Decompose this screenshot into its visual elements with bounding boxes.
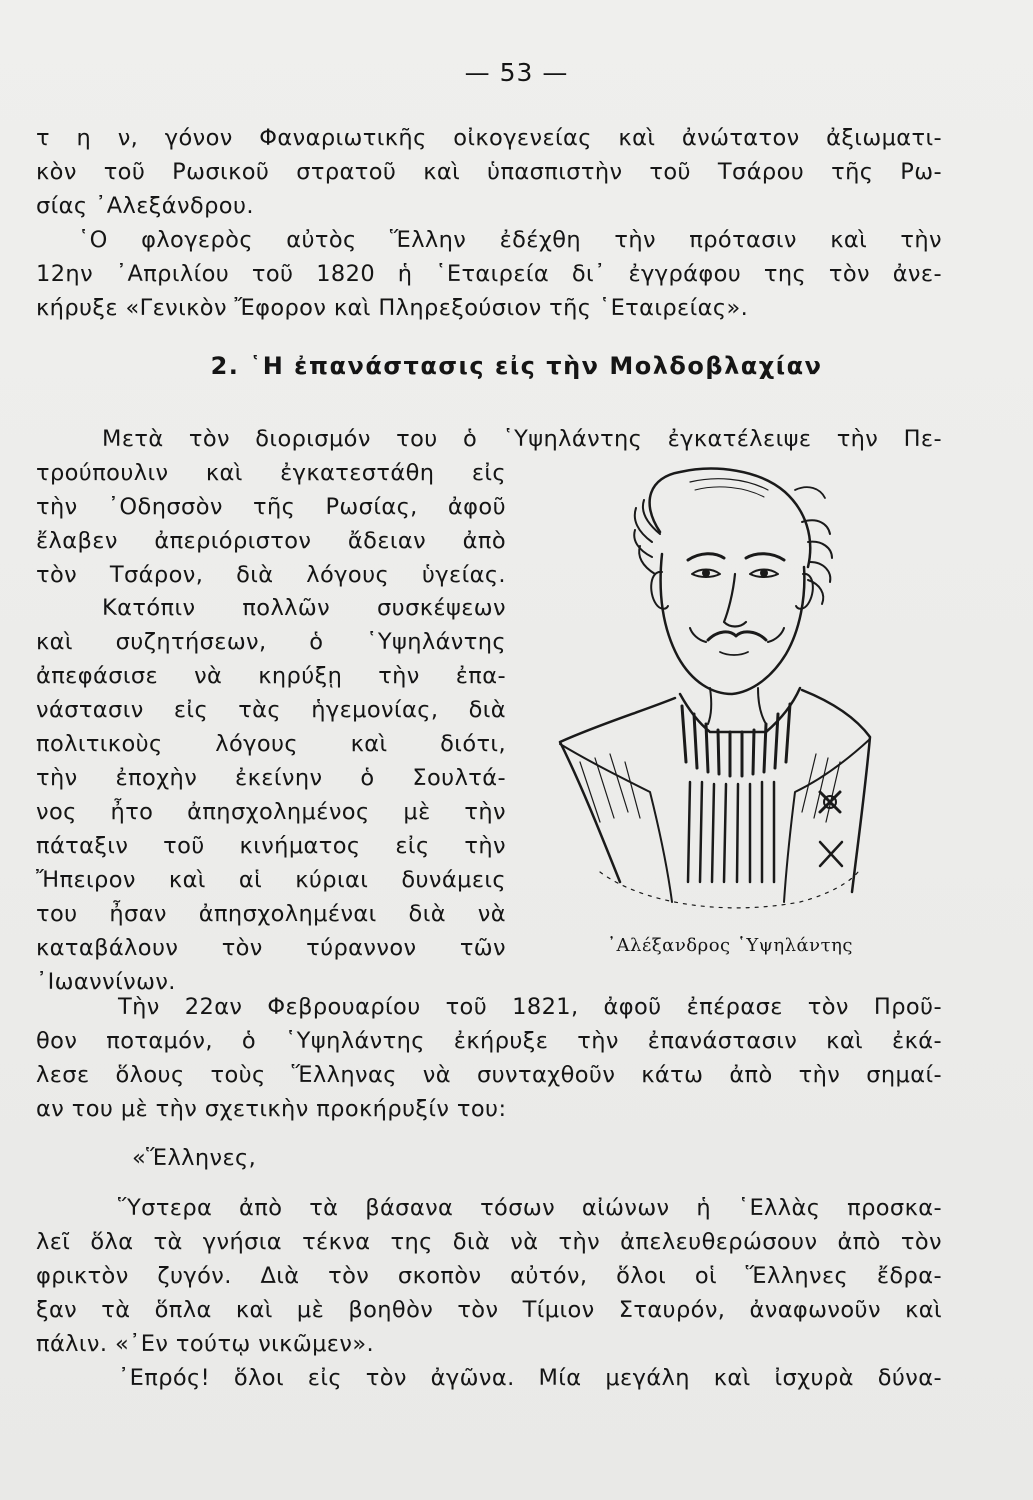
text-line: λεῖ ὅλα τὰ γνήσια τέκνα της διὰ νὰ τὴν ἀπελευθερώσουν ἀπὸ τὸν — [36, 1229, 942, 1255]
proclamation-salutation: «Ἕλληνες, — [132, 1145, 257, 1171]
text-line: του ἦσαν ἀπησχολημέναι διὰ νὰ — [36, 901, 506, 927]
text-line: καταβάλουν τὸν τύραννον τῶν — [36, 935, 506, 961]
text-line: τὴν ᾿Οδησσὸν τῆς Ρωσίας, ἀφοῦ — [36, 494, 506, 520]
text-line: αν του μὲ τὴν σχετικὴν προκήρυξίν του: — [36, 1096, 507, 1122]
text-line: ἔλαβεν ἀπεριόριστον ἄδειαν ἀπὸ — [36, 528, 506, 554]
text-line: ξαν τὰ ὅπλα καὶ μὲ βοηθὸν τὸν Τίμιον Σταυρόν, ἀναφωνοῦν καὶ — [36, 1297, 942, 1323]
text-line: καὶ συζητήσεων, ὁ ῾Υψηλάντης — [36, 629, 506, 655]
text-line: Κατόπιν πολλῶν συσκέψεων — [102, 595, 506, 621]
page-number: — 53 — — [464, 58, 569, 87]
text-line: ἀπεφάσισε νὰ κηρύξῃ τὴν ἐπα- — [36, 663, 506, 689]
text-line: πάλιν. «᾿Εν τούτῳ νικῶμεν». — [36, 1331, 375, 1357]
text-line: θον ποταμόν, ὁ ῾Υψηλάντης ἐκήρυξε τὴν ἐπανάστασιν καὶ ἐκά- — [36, 1028, 942, 1054]
text-line: σίας ᾿Αλεξάνδρου. — [36, 193, 254, 219]
text-line: φρικτὸν ζυγόν. Διὰ τὸν σκοπὸν αὐτόν, ὅλοι οἱ Ἕλληνες ἔδρα- — [36, 1263, 942, 1289]
text-line: Τὴν 22αν Φεβρουαρίου τοῦ 1821, ἀφοῦ ἐπέρασε τὸν Προῦ- — [118, 994, 942, 1020]
text-line: ῾Ο φλογερὸς αὐτὸς Ἕλλην ἐδέχθη τὴν πρότασιν καὶ τὴν — [78, 227, 942, 253]
portrait-caption: ᾿Αλέξανδρος ῾Υψηλάντης — [607, 935, 853, 956]
text-line: Ὕστερα ἀπὸ τὰ βάσανα τόσων αἰώνων ἡ ῾Ελλὰς προσκα- — [118, 1195, 942, 1221]
text-line: κὸν τοῦ Ρωσικοῦ στρατοῦ καὶ ὑπασπιστὴν τοῦ Τσάρου τῆς Ρω- — [36, 159, 942, 185]
text-line: 12ην ᾿Απριλίου τοῦ 1820 ἡ ῾Εταιρεία δι᾿ ἐγγράφου της τὸν ἀνε- — [36, 261, 942, 287]
text-line: κήρυξε «Γενικὸν Ἔφορον καὶ Πληρεξούσιον τῆς ῾Εταιρείας». — [36, 295, 749, 321]
text-line: τὴν ἐποχὴν ἐκείνην ὁ Σουλτά- — [36, 765, 506, 791]
text-line: τρούπουλιν καὶ ἐγκατεστάθη εἰς — [36, 460, 506, 486]
text-line: τ η ν, γόνον Φαναριωτικῆς οἰκογενείας καὶ ἀνώτατον ἀξιωματι- — [36, 125, 942, 151]
section-heading: 2. ῾Η ἐπανάστασις εἰς τὴν Μολδοβλαχίαν — [210, 352, 823, 380]
portrait-illustration — [540, 462, 880, 922]
text-line: λεσε ὅλους τοὺς Ἕλληνας νὰ συνταχθοῦν κάτω ἀπὸ τὴν σημαί- — [36, 1062, 942, 1088]
text-line: νάστασιν εἰς τὰς ἡγεμονίας, διὰ — [36, 697, 506, 723]
text-line: πολιτικοὺς λόγους καὶ διότι, — [36, 731, 506, 757]
text-line: τὸν Τσάρον, διὰ λόγους ὑγείας. — [36, 562, 506, 588]
text-line: Ἤπειρον καὶ αἱ κύριαι δυνάμεις — [36, 867, 506, 893]
text-line: πάταξιν τοῦ κινήματος εἰς τὴν — [36, 833, 506, 859]
text-line: Μετὰ τὸν διορισμόν του ὁ ῾Υψηλάντης ἐγκατέλειψε τὴν Πε- — [102, 426, 942, 452]
text-line: ᾿Επρός! ὅλοι εἰς τὸν ἀγῶνα. Μία μεγάλη καὶ ἰσχυρὰ δύνα- — [118, 1365, 942, 1391]
text-line: νος ἦτο ἀπησχολημένος μὲ τὴν — [36, 799, 506, 825]
text-line: ᾿Ιωαννίνων. — [36, 969, 176, 995]
